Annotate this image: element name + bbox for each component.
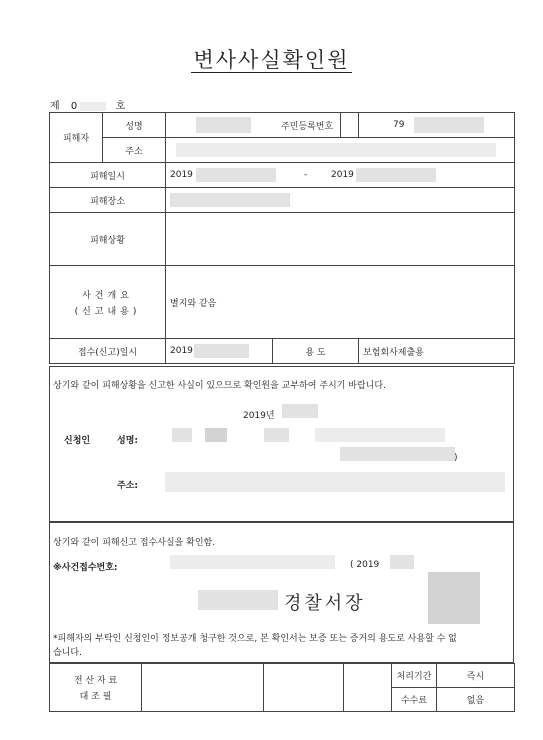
case-number-paren: ( 2019 (350, 560, 380, 570)
computer-records-line2: 대 조 필 (79, 692, 112, 702)
redacted-doc-number (80, 102, 106, 111)
applicant-name-label: 성명: (117, 436, 138, 446)
case-summary-label (50, 266, 166, 339)
redacted-receipt-datetime (194, 344, 249, 358)
damage-datetime-label: 피해일시 (50, 163, 166, 188)
redacted-applicant-3 (264, 428, 289, 442)
document-title: 변사사실확인원 (193, 48, 350, 72)
redacted-case-number (170, 555, 335, 569)
damage-datetime-to: 2019 (331, 170, 354, 180)
applicant-close-paren: ) (454, 453, 458, 463)
redacted-applicant-4 (315, 428, 445, 442)
doc-number-suffix: 호 (115, 101, 126, 112)
victim-rrn-label-cell (341, 113, 359, 138)
victim-rrn-value (359, 113, 515, 138)
footer-blank-1 (142, 664, 264, 712)
application-date: 2019년 (243, 411, 275, 421)
application-statement: 상기와 같이 피해상황을 신고한 사실이 있으므로 확인원을 교부하여 주시기 바랍니다. (53, 381, 386, 391)
damage-datetime-value (166, 163, 515, 188)
victim-form-table (49, 112, 515, 364)
victim-section-label: 피해자 (50, 113, 103, 163)
redacted-applicant-1 (172, 428, 192, 442)
damage-situation-label: 피해상황 (50, 213, 166, 266)
redacted-station-name (198, 590, 278, 610)
redacted-application-date (282, 404, 318, 418)
redacted-address (176, 143, 496, 157)
doc-number-value: 0 (70, 101, 78, 112)
footer-blank-3 (344, 664, 392, 712)
purpose-value: 보험회사제출용 (359, 339, 515, 364)
case-number-label: ※사건접수번호: (53, 563, 118, 573)
fee-value: 없음 (437, 688, 515, 712)
victim-name-label: 성명 (103, 113, 166, 138)
case-summary-label-line2: (신고내용) (74, 306, 141, 317)
redacted-applicant-5 (340, 447, 455, 461)
note-line2: 습니다. (53, 648, 82, 658)
computer-records-line1: 전 산 자 료 (73, 676, 118, 686)
note-line1: *피해자의 부탁인 신청인이 정보공개 청구한 것으로, 본 확인서는 보증 또는 증거의 용도로 사용할 수 없 (53, 634, 457, 644)
damage-datetime-from: 2019 (170, 170, 193, 180)
purpose-label: 용 도 (273, 339, 359, 364)
footer-blank-2 (264, 664, 344, 712)
receipt-datetime-year: 2019 (170, 346, 193, 356)
victim-address-value (166, 138, 515, 163)
case-summary-value: 별지와 같음 (166, 266, 515, 339)
redacted-official-seal (428, 572, 480, 624)
damage-datetime-separator: - (304, 170, 308, 180)
receipt-datetime-label: 접수(신고)일시 (50, 339, 166, 364)
redacted-rrn (414, 117, 484, 133)
redacted-victim-name (196, 117, 251, 133)
redacted-place (170, 193, 290, 207)
redacted-applicant-2 (205, 428, 227, 442)
redacted-datetime-from (196, 168, 276, 182)
victim-address-label: 주소 (103, 138, 166, 163)
damage-situation-value (166, 213, 515, 266)
redacted-case-year (390, 555, 414, 569)
damage-place-value (166, 188, 515, 213)
fee-label: 수수료 (392, 688, 437, 712)
processing-period-value: 즉시 (437, 664, 515, 688)
processing-period-label: 처리기간 (392, 664, 437, 688)
damage-place-label: 피해장소 (50, 188, 166, 213)
receipt-datetime-value (166, 339, 273, 364)
police-station-chief: 경찰서장 (284, 593, 366, 614)
footer-table (49, 663, 515, 712)
applicant-label: 신청인 (64, 436, 91, 446)
victim-rrn-label: 주민등록번호 (281, 122, 334, 132)
confirmation-statement: 상기와 같이 피해신고 접수사실을 확인함. (53, 538, 216, 548)
case-summary-label-line1: 사건개요 (82, 290, 133, 301)
computer-records-verified (50, 664, 142, 712)
redacted-datetime-to (356, 168, 436, 182)
doc-number-prefix: 제 (50, 101, 60, 112)
victim-rrn-prefix: 79 (393, 120, 405, 130)
applicant-address-label: 주소: (117, 481, 138, 491)
document-number (50, 97, 125, 112)
redacted-applicant-address (165, 472, 505, 492)
